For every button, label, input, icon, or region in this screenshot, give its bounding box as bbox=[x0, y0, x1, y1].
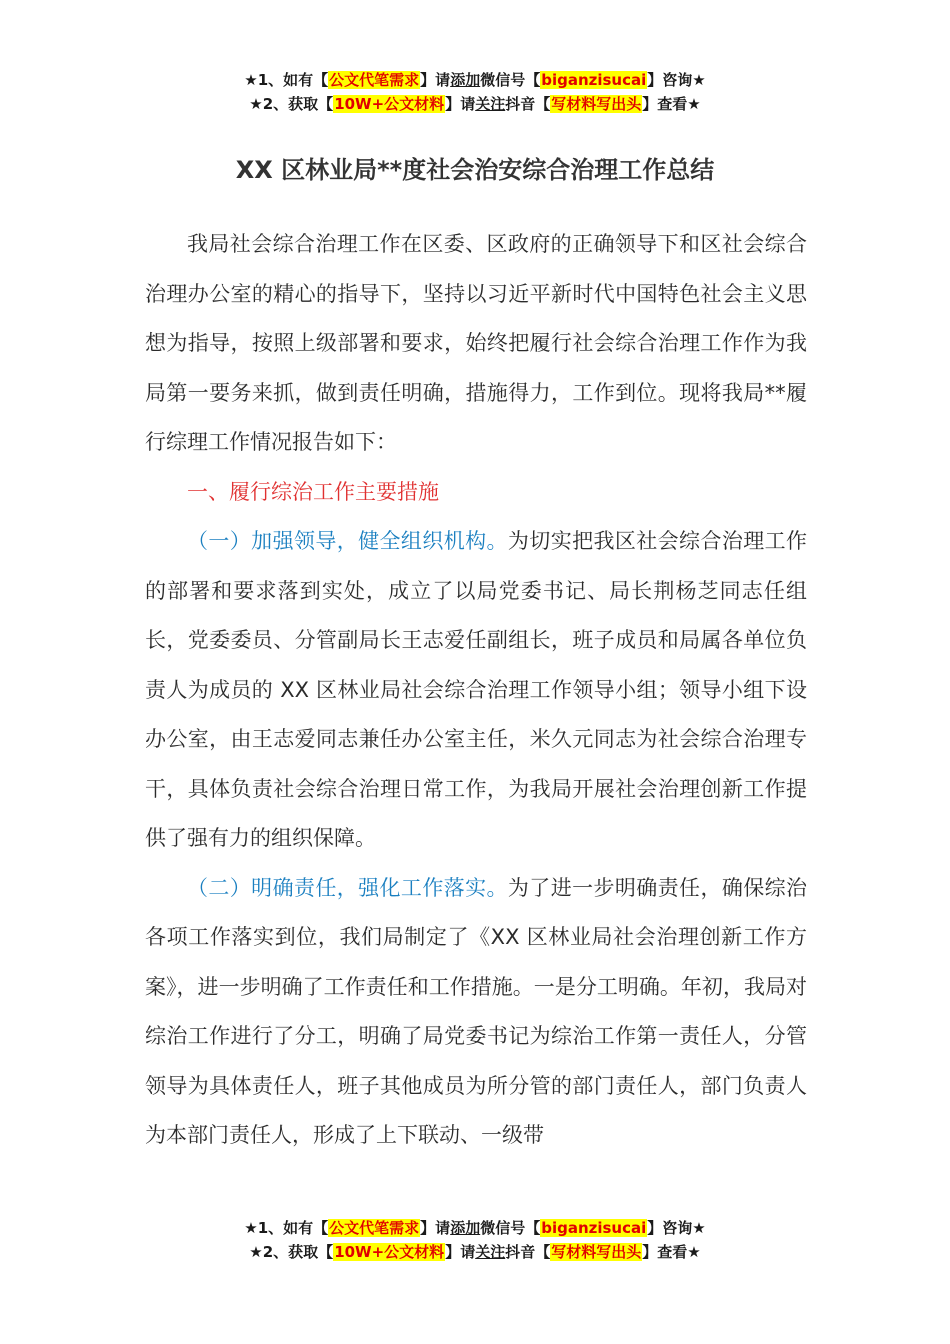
section-heading: 一、履行综治工作主要措施 bbox=[187, 479, 439, 504]
banner-highlight: biganzisucai bbox=[541, 1219, 647, 1237]
document-body bbox=[145, 220, 807, 1161]
banner-highlight: biganzisucai bbox=[541, 71, 647, 89]
item-body: 为了进一步明确责任，确保综治各项工作落实到位，我们局制定了《XX 区林业局社会治理创新工作方案》，进一步明确了工作责任和工作措施。一是分工明确。年初，我局对综治工作进行了分工，明确了局党委书记为综治工作第一责任人，分管领导为具体责任人，班子其他成员为所分管的部门责任人，部门负责人为本部门责任人，形成了上下联动、一级带 bbox=[145, 875, 808, 1147]
banner-underlined: 添加 bbox=[450, 71, 481, 89]
top-banner bbox=[0, 68, 950, 116]
banner-underlined: 关注 bbox=[475, 1243, 506, 1261]
banner-line-2: ★2、获取【10W+公文材料】请关注抖音【写材料写出头】查看★ bbox=[249, 95, 701, 113]
document-title: XX 区林业局**度社会治安综合治理工作总结 bbox=[235, 156, 715, 184]
banner-highlight: 10W+公文材料 bbox=[334, 1243, 445, 1261]
banner-highlight: 10W+公文材料 bbox=[334, 95, 445, 113]
item-paragraph-1 bbox=[145, 517, 807, 864]
banner-highlight: 公文代笔需求 bbox=[329, 71, 420, 89]
item-body: 为切实把我区社会综合治理工作的部署和要求落到实处，成立了以局党委书记、局长荆杨芝同志任组长，党委委员、分管副局长王志爱任副组长，班子成员和局属各单位负责人为成员的 XX 区林业局社会综合治理工作领导小组；领导小组下设办公室，由王志爱同志兼任办公室主任，米久元同志为社会综合治理专干，具体负责社会综合治理日常工作，为我局开展社会治理创新工作提供了强有力的组织保障。 bbox=[145, 529, 808, 850]
banner-highlight: 写材料写出头 bbox=[551, 95, 642, 113]
banner-underlined: 关注 bbox=[475, 95, 506, 113]
item-heading: （二）明确责任，强化工作落实。 bbox=[187, 875, 508, 900]
banner-underlined: 添加 bbox=[450, 1219, 481, 1237]
item-heading: （一）加强领导，健全组织机构。 bbox=[187, 529, 508, 553]
intro-paragraph: 我局社会综合治理工作在区委、区政府的正确领导下和区社会综合治理办公室的精心的指导下，坚持以习近平新时代中国特色社会主义思想为指导，按照上级部署和要求，始终把履行社会综合治理工作作为我局第一要务来抓，做到责任明确，措施得力，工作到位。现将我局**履行综理工作情况报告如下： bbox=[145, 232, 807, 454]
banner-line-2: ★2、获取【10W+公文材料】请关注抖音【写材料写出头】查看★ bbox=[249, 1243, 701, 1261]
banner-line-1: ★1、如有【公文代笔需求】请添加微信号【biganzisucai】咨询★ bbox=[244, 71, 706, 89]
banner-highlight: 公文代笔需求 bbox=[329, 1219, 420, 1237]
banner-line-1: ★1、如有【公文代笔需求】请添加微信号【biganzisucai】咨询★ bbox=[244, 1219, 706, 1237]
banner-highlight: 写材料写出头 bbox=[551, 1243, 642, 1261]
item-paragraph-2 bbox=[145, 864, 807, 1161]
bottom-banner bbox=[0, 1216, 950, 1264]
